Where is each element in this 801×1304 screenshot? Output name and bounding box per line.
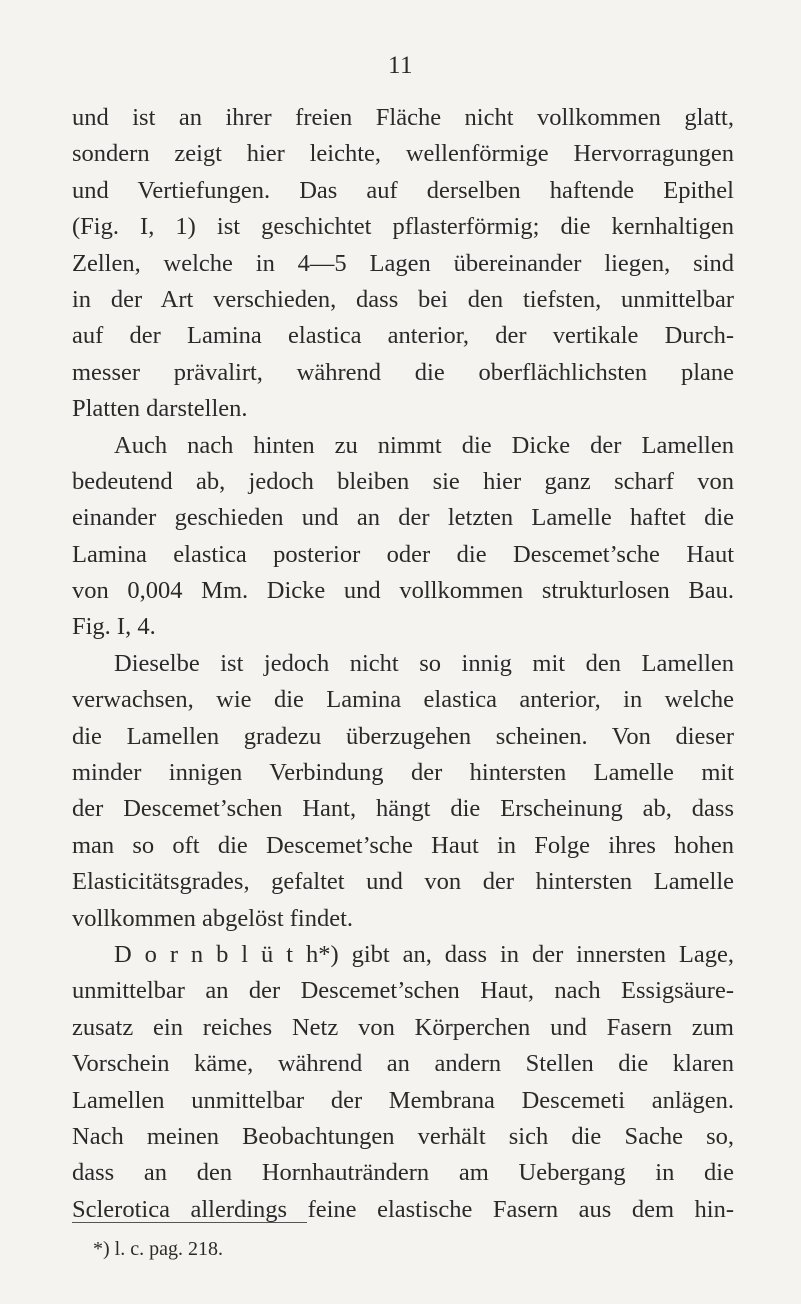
text-line: Sclerotica allerdings feine elastische Fasern aus dem hin- — [72, 1195, 734, 1223]
text-line: Lamellen unmittelbar der Membrana Descemeti anlägen. — [72, 1086, 734, 1114]
text-line: minder innigen Verbindung der hintersten Lamelle mit — [72, 759, 734, 787]
text-line: man so oft die Descemet’sche Haut in Folge ihres hohen — [72, 831, 734, 859]
text-line: unmittelbar an der Descemet’schen Haut, nach Essigsäure- — [72, 977, 734, 1005]
text-line: Elasticitätsgrades, gefaltet und von der hintersten Lamelle — [72, 868, 734, 896]
text-line: sondern zeigt hier leichte, wellenförmige Hervorragungen — [72, 140, 734, 168]
text-line: in der Art verschieden, dass bei den tiefsten, unmittelbar — [72, 285, 734, 313]
text-line: und ist an ihrer freien Fläche nicht vollkommen glatt, — [72, 104, 734, 131]
text-line: Fig. I, 4. — [72, 613, 156, 641]
text-line: die Lamellen gradezu überzugehen scheinen. Von dieser — [72, 722, 734, 750]
footnote: *) l. c. pag. 218. — [93, 1238, 223, 1260]
text-line: vollkommen abgelöst findet. — [72, 904, 354, 932]
text-line: Platten darstellen. — [72, 395, 248, 423]
page-number: 11 — [387, 52, 414, 79]
text-line: (Fig. I, 1) ist geschichtet pflasterförmig; die kernhaltigen — [72, 213, 734, 241]
text-line: D o r n b l ü t h*) gibt an, dass in der innersten Lage, — [114, 940, 734, 968]
text-line: auf der Lamina elastica anterior, der vertikale Durch- — [72, 322, 734, 350]
body-text — [72, 100, 734, 1228]
text-line: einander geschieden und an der letzten Lamelle haftet die — [72, 504, 734, 532]
footnote-divider — [72, 1222, 307, 1223]
text-line: Dieselbe ist jedoch nicht so innig mit den Lamellen — [114, 649, 734, 677]
text-line: dass an den Hornhauträndern am Uebergang in die — [72, 1159, 734, 1187]
text-line: von 0,004 Mm. Dicke und vollkommen strukturlosen Bau. — [72, 577, 734, 605]
text-line: und Vertiefungen. Das auf derselben haftende Epithel — [72, 176, 734, 204]
text-line: der Descemet’schen Hant, hängt die Erscheinung ab, dass — [72, 795, 734, 823]
text-line: Zellen, welche in 4—5 Lagen übereinander liegen, sind — [72, 249, 734, 277]
text-line: messer prävalirt, während die oberflächlichsten plane — [72, 358, 734, 386]
text-line: bedeutend ab, jedoch bleiben sie hier ganz scharf von — [72, 467, 734, 495]
text-line: zusatz ein reiches Netz von Körperchen und Fasern zum — [72, 1013, 734, 1041]
text-line: Lamina elastica posterior oder die Descemet’sche Haut — [72, 540, 734, 568]
text-line: verwachsen, wie die Lamina elastica anterior, in welche — [72, 686, 734, 714]
text-line: Auch nach hinten zu nimmt die Dicke der Lamellen — [114, 431, 734, 459]
text-line: Vorschein käme, während an andern Stellen die klaren — [72, 1050, 734, 1078]
text-line: Nach meinen Beobachtungen verhält sich die Sache so, — [72, 1122, 734, 1150]
